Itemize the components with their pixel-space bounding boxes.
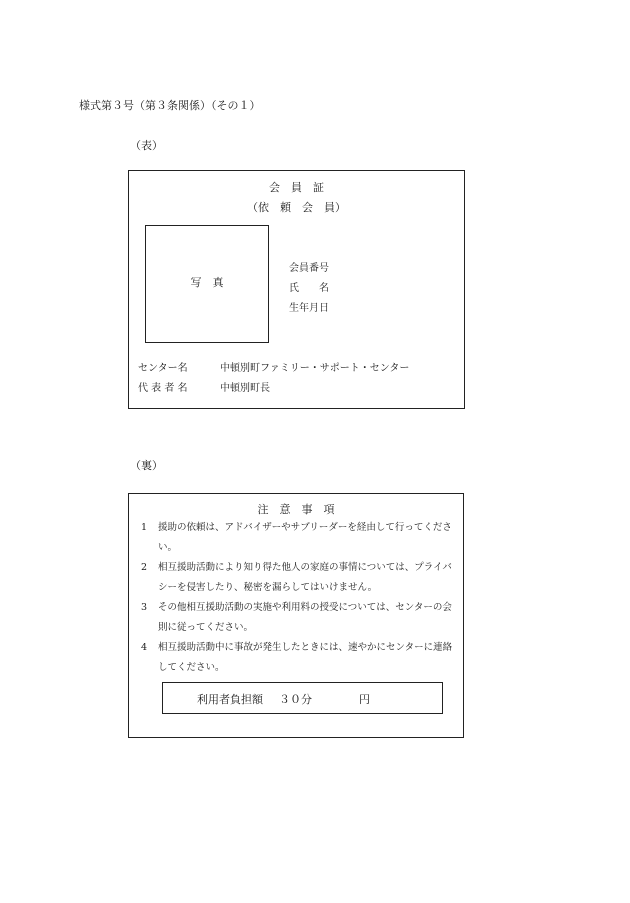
representative-value: 中頓別町長 xyxy=(220,383,270,394)
back-label: （裏） xyxy=(130,459,163,472)
note-text: 援助の依頼は、アドバイザーやサブリーダーを経由して行ってください。 xyxy=(158,522,452,553)
note-number: 2 xyxy=(141,562,148,573)
member-number-label: 会員番号 xyxy=(289,263,329,274)
note-text: 相互援助活動により知り得た他人の家庭の事情については、プライバシーを侵害したり、秘密を漏らしてはいけません。 xyxy=(158,562,452,593)
notes-title: 注 意 事 項 xyxy=(257,503,335,516)
note-text: その他相互援助活動の実施や利用料の授受については、センターの会則に従ってください。 xyxy=(158,602,452,633)
birthdate-label: 生年月日 xyxy=(289,303,329,314)
representative-label: 代 表 者 名 xyxy=(138,383,188,394)
card-title: 会 員 証 xyxy=(269,181,324,194)
note-number: 1 xyxy=(141,522,148,533)
form-title: 様式第３号（第３条関係）（その１） xyxy=(79,99,261,112)
name-label: 氏 名 xyxy=(289,283,329,294)
front-label: （表） xyxy=(130,139,163,152)
member-card-back xyxy=(128,493,464,738)
member-card-front xyxy=(128,170,465,409)
note-number: 3 xyxy=(141,602,148,613)
fee-label: 利用者負担額 xyxy=(197,693,263,706)
center-name-label: センター名 xyxy=(138,363,188,374)
card-subtitle: （依 頼 会 員） xyxy=(247,201,346,214)
note-text: 相互援助活動中に事故が発生したときには、速やかにセンターに連絡してください。 xyxy=(158,642,453,673)
center-name-value: 中頓別町ファミリー・サポート・センター xyxy=(220,363,410,374)
fee-currency: 円 xyxy=(359,693,370,706)
photo-box xyxy=(145,225,269,343)
note-number: 4 xyxy=(141,642,148,653)
photo-label: 写 真 xyxy=(190,276,224,289)
fee-time-unit: ３０分 xyxy=(279,693,312,706)
user-fee-box xyxy=(162,682,443,714)
